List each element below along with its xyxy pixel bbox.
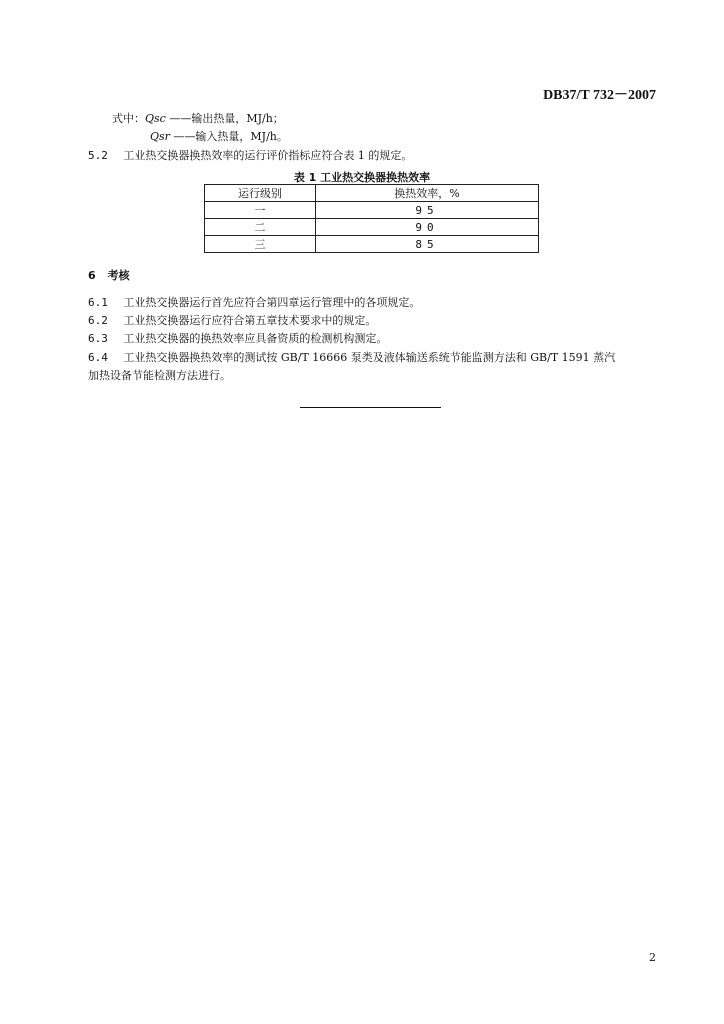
- clause-6-4: [88, 351, 615, 365]
- table-row: [205, 219, 539, 236]
- clause-6-4-continuation: 加热设备节能检测方法进行。: [88, 369, 231, 382]
- section-title: 考核: [107, 269, 130, 282]
- clause-6-1: [88, 296, 420, 310]
- clause-6-2: [88, 314, 376, 328]
- symbol-qsr: Qsr: [150, 130, 170, 143]
- formula-note-prefix: 式中：: [112, 112, 145, 125]
- document-code: DB37/T 732－2007: [543, 88, 656, 103]
- column-header-efficiency: 换热效率，%: [316, 185, 539, 202]
- column-header-level: 运行级别: [205, 185, 316, 202]
- table-header-row: [205, 185, 539, 202]
- symbol-qsc: Qsc: [145, 112, 166, 125]
- formula-note-row-2: [150, 130, 288, 144]
- page-number: 2: [649, 951, 656, 964]
- clause-text: 工业热交换器的换热效率应具备资质的检测机构测定。: [123, 332, 388, 345]
- clause-number: 6.3: [88, 332, 108, 345]
- table-row: [205, 236, 539, 253]
- level-cell: 二: [205, 219, 316, 236]
- clause-number: 6.4: [88, 351, 108, 364]
- efficiency-table: [204, 184, 539, 253]
- clause-number: 6.2: [88, 314, 108, 327]
- definition-text: 输入热量，MJ/h。: [195, 130, 288, 143]
- clause-5-2: [88, 149, 412, 163]
- dash: ——: [173, 130, 196, 143]
- section-heading: [88, 267, 130, 283]
- clause-number: 6.1: [88, 296, 108, 309]
- efficiency-cell: 95: [316, 202, 539, 219]
- efficiency-cell: 90: [316, 219, 539, 236]
- efficiency-cell: 85: [316, 236, 539, 253]
- definition-text: 输出热量，MJ/h；: [191, 112, 284, 125]
- clause-6-3: [88, 332, 387, 346]
- section-number: 6: [88, 269, 96, 282]
- dash: ——: [169, 112, 192, 125]
- end-rule: [300, 407, 441, 408]
- table-caption: 表 1 工业热交换器换热效率: [293, 171, 431, 184]
- clause-text: 工业热交换器运行首先应符合第四章运行管理中的各项规定。: [123, 296, 421, 309]
- clause-number: 5.2: [88, 149, 108, 162]
- clause-text: 工业热交换器运行应符合第五章技术要求中的规定。: [123, 314, 377, 327]
- formula-note-row-1: [112, 112, 284, 126]
- table-row: [205, 202, 539, 219]
- clause-text: 工业热交换器换热效率的运行评价指标应符合表 1 的规定。: [123, 149, 413, 162]
- level-cell: 一: [205, 202, 316, 219]
- level-cell: 三: [205, 236, 316, 253]
- clause-text: 工业热交换器换热效率的测试按 GB/T 16666 泵类及液体输送系统节能监测方法和 GB/T 1591 蒸汽: [123, 351, 616, 364]
